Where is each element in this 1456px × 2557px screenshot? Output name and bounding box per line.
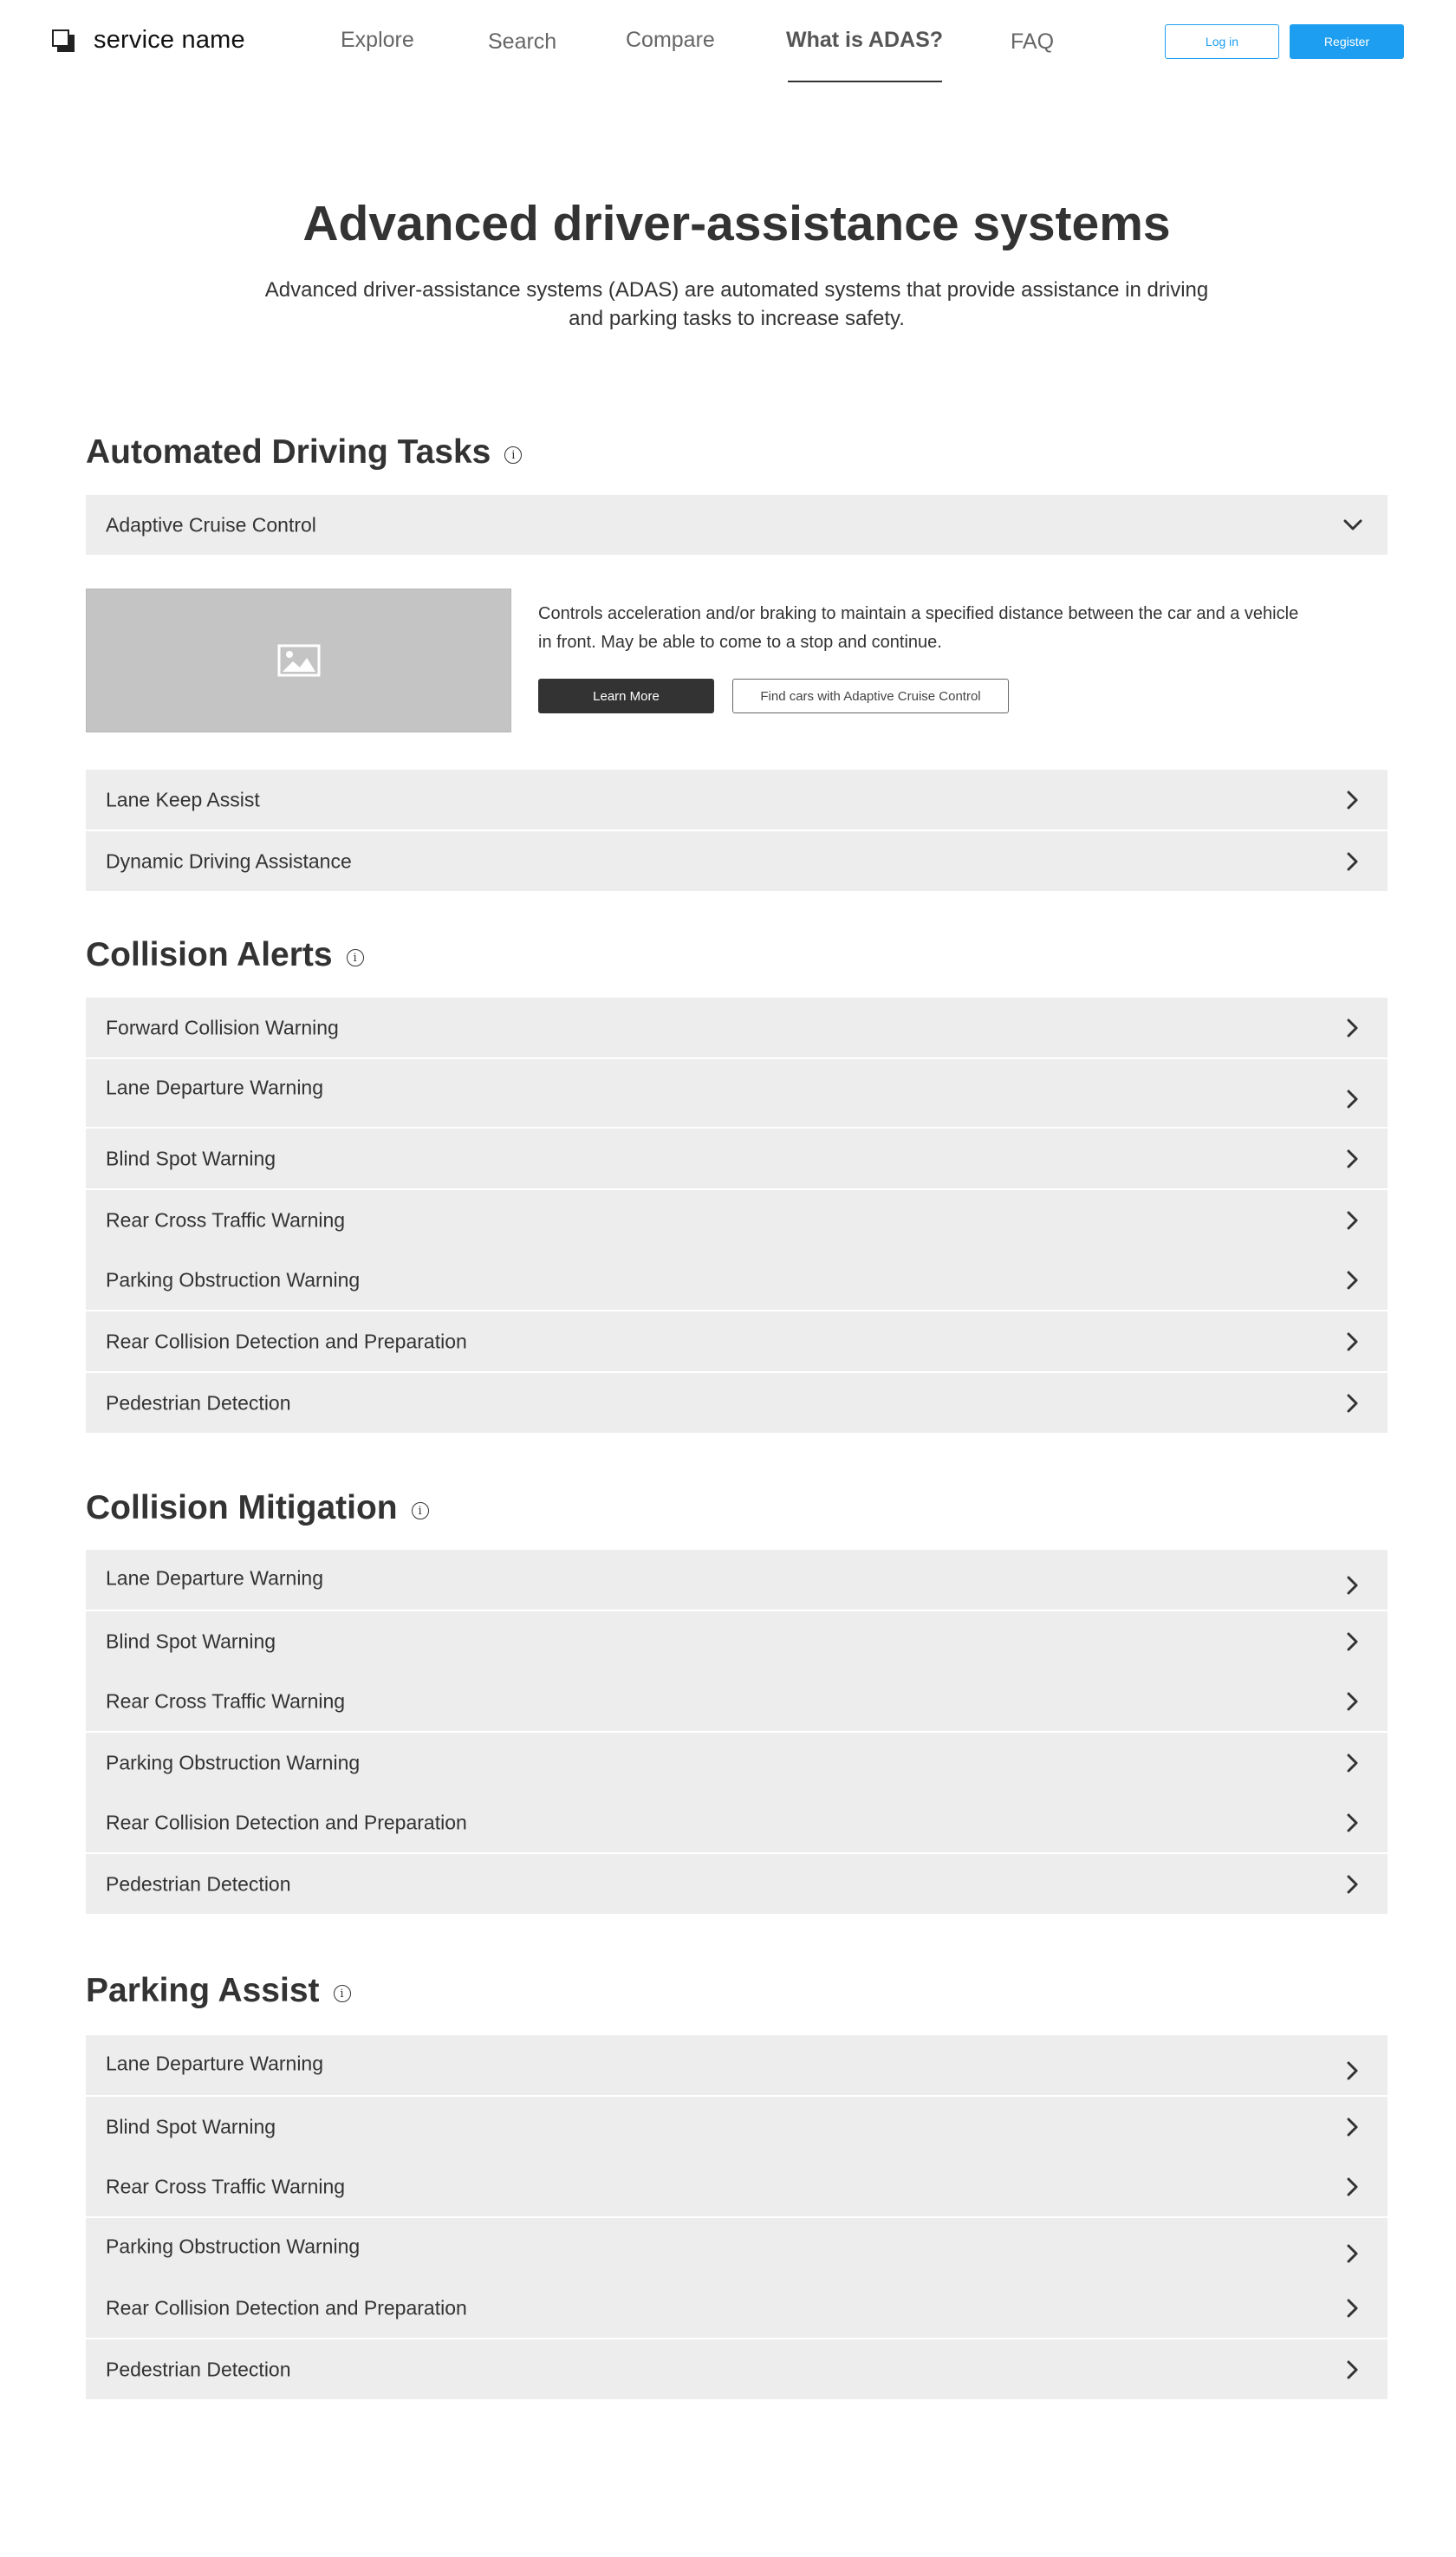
accordion-item-label: Blind Spot Warning <box>106 2115 276 2137</box>
accordion-item[interactable] <box>86 1733 1388 1793</box>
chevron-right-icon <box>1342 1089 1363 1109</box>
accordion-item[interactable] <box>86 1793 1388 1852</box>
accordion-item[interactable] <box>86 2157 1388 2216</box>
logo-icon <box>52 29 75 52</box>
nav-search[interactable]: Search <box>488 29 557 54</box>
chevron-right-icon <box>1342 2176 1363 2197</box>
find-cars-button[interactable]: Find cars with Adaptive Cruise Control <box>732 679 1009 713</box>
chevron-right-icon <box>1342 1631 1363 1652</box>
accordion-item[interactable] <box>86 1854 1388 1914</box>
accordion-item[interactable] <box>86 1671 1388 1731</box>
image-icon <box>277 644 321 677</box>
accordion-item[interactable] <box>86 1611 1388 1671</box>
accordion-item-adaptive-cruise-control[interactable] <box>86 495 1388 555</box>
section-title-parking <box>86 1972 351 2010</box>
accordion-item[interactable] <box>86 2218 1388 2278</box>
chevron-right-icon <box>1342 1575 1363 1596</box>
section-title-text: Collision Mitigation <box>86 1489 398 1526</box>
chevron-right-icon <box>1342 2117 1363 2137</box>
accordion-item-label: Pedestrian Detection <box>106 2358 291 2380</box>
accordion-item-label: Lane Departure Warning <box>106 1076 324 1099</box>
accordion-item-label: Adaptive Cruise Control <box>106 513 316 536</box>
chevron-right-icon <box>1342 1812 1363 1833</box>
section-title-text: Automated Driving Tasks <box>86 433 491 471</box>
page-title: Advanced driver-assistance systems <box>302 196 1171 251</box>
accordion-item[interactable] <box>86 1059 1388 1127</box>
chevron-right-icon <box>1342 851 1363 872</box>
accordion-item-label: Rear Cross Traffic Warning <box>106 1689 346 1712</box>
nav-explore[interactable]: Explore <box>341 28 414 52</box>
accordion-item-label: Rear Collision Detection and Preparation <box>106 1330 467 1352</box>
accordion-item[interactable] <box>86 770 1388 830</box>
accordion-item[interactable] <box>86 831 1388 891</box>
feature-description: Controls acceleration and/or braking to maintain a specified distance between the car and a vehicle in front. May be able to come to a stop and continue. <box>538 604 1299 652</box>
accordion-item-label: Parking Obstruction Warning <box>106 1751 361 1773</box>
accordion-item-label: Parking Obstruction Warning <box>106 1268 361 1291</box>
section-title-mitigation <box>86 1489 429 1527</box>
chevron-right-icon <box>1342 1270 1363 1291</box>
logo-text: service name <box>94 26 245 54</box>
accordion-item-label: Lane Keep Assist <box>106 788 260 810</box>
chevron-right-icon <box>1342 1148 1363 1169</box>
active-nav-indicator <box>788 81 942 82</box>
learn-more-button[interactable]: Learn More <box>538 679 714 713</box>
nav-compare[interactable]: Compare <box>626 28 715 52</box>
accordion-item[interactable] <box>86 998 1388 1057</box>
chevron-right-icon <box>1342 1331 1363 1352</box>
info-icon[interactable]: i <box>504 446 522 464</box>
register-button[interactable]: Register <box>1290 24 1404 59</box>
accordion-item[interactable] <box>86 2278 1388 2338</box>
nav-what-is-adas[interactable]: What is ADAS? <box>786 28 944 52</box>
accordion-item[interactable] <box>86 2339 1388 2399</box>
chevron-right-icon <box>1342 1691 1363 1712</box>
section-title-alerts <box>86 936 364 974</box>
section-title-driving <box>86 433 522 472</box>
accordion-item[interactable] <box>86 1250 1388 1310</box>
accordion-item-label: Blind Spot Warning <box>106 1630 276 1652</box>
chevron-right-icon <box>1342 2243 1363 2264</box>
accordion-item[interactable] <box>86 1190 1388 1250</box>
image-placeholder <box>86 589 511 732</box>
accordion-item-label: Forward Collision Warning <box>106 1016 339 1038</box>
chevron-right-icon <box>1342 1393 1363 1414</box>
accordion-item-label: Lane Departure Warning <box>106 2052 324 2075</box>
accordion-item[interactable] <box>86 1373 1388 1433</box>
info-icon[interactable]: i <box>334 1985 351 2002</box>
chevron-right-icon <box>1342 2359 1363 2380</box>
login-button[interactable]: Log in <box>1165 24 1279 59</box>
chevron-right-icon <box>1342 2060 1363 2081</box>
chevron-right-icon <box>1342 1210 1363 1231</box>
top-header <box>0 0 1456 87</box>
accordion-item[interactable] <box>86 2035 1388 2095</box>
nav-faq[interactable]: FAQ <box>1011 29 1055 54</box>
chevron-right-icon <box>1342 790 1363 810</box>
accordion-item-label: Rear Collision Detection and Preparation <box>106 2296 467 2319</box>
accordion-item-label: Rear Collision Detection and Preparation <box>106 1811 467 1833</box>
accordion-item[interactable] <box>86 1311 1388 1371</box>
chevron-right-icon <box>1342 2298 1363 2319</box>
info-icon[interactable]: i <box>412 1502 429 1519</box>
accordion-item-label: Pedestrian Detection <box>106 1872 291 1895</box>
info-icon[interactable]: i <box>347 949 364 966</box>
accordion-item-label: Parking Obstruction Warning <box>106 2235 361 2258</box>
accordion-item-label: Lane Departure Warning <box>106 1566 324 1590</box>
accordion-item[interactable] <box>86 2097 1388 2157</box>
chevron-right-icon <box>1342 1753 1363 1773</box>
chevron-down-icon <box>1342 515 1363 536</box>
logo[interactable] <box>52 26 245 55</box>
chevron-right-icon <box>1342 1874 1363 1895</box>
accordion-item-label: Dynamic Driving Assistance <box>106 849 352 872</box>
accordion-item[interactable] <box>86 1550 1388 1610</box>
accordion-item-label: Pedestrian Detection <box>106 1391 291 1414</box>
section-title-text: Parking Assist <box>86 1972 320 2009</box>
accordion-item-label: Rear Cross Traffic Warning <box>106 1208 346 1231</box>
chevron-right-icon <box>1342 1018 1363 1038</box>
section-title-text: Collision Alerts <box>86 936 333 973</box>
accordion-item-label: Rear Cross Traffic Warning <box>106 2175 346 2197</box>
accordion-item[interactable] <box>86 1129 1388 1188</box>
accordion-item-label: Blind Spot Warning <box>106 1147 276 1169</box>
page-description: Advanced driver-assistance systems (ADAS) are automated systems that provide assistance in driving and parking tasks to increase safety. <box>264 278 1209 330</box>
